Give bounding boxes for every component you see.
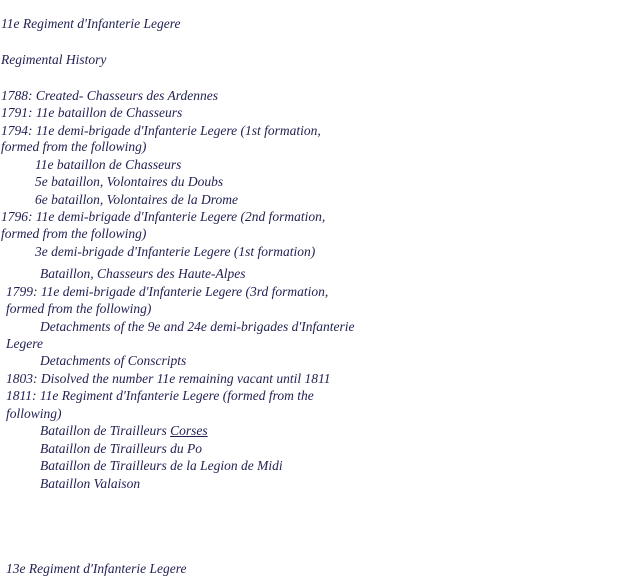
history-line: Bataillon, Chasseurs des Haute-Alpes (40, 266, 246, 281)
page-title: 11e Regiment d'Infanterie Legere (1, 16, 181, 31)
corses-link[interactable]: Corses (170, 423, 208, 438)
history-line: 1811: 11e Regiment d'Infanterie Legere (formed from the (6, 388, 314, 403)
history-line: 3e demi-brigade d'Infanterie Legere (1st formation) (35, 244, 316, 259)
history-line: following) (6, 406, 62, 421)
history-line: 6e bataillon, Volontaires de la Drome (35, 192, 238, 207)
history-line: 1794: 11e demi-brigade d'Infanterie Legere (1st formation, (1, 123, 321, 138)
history-line-text: Bataillon de Tirailleurs (40, 423, 171, 438)
history-line: formed from the following) (6, 301, 152, 316)
history-line: 5e bataillon, Volontaires du Doubs (35, 174, 224, 189)
history-line: Bataillon de Tirailleurs de la Legion de Midi (40, 458, 283, 473)
history-line: 1788: Created- Chasseurs des Ardennes (1, 88, 218, 103)
history-line: 1796: 11e demi-brigade d'Infanterie Legere (2nd formation, (1, 209, 326, 224)
section-heading: Regimental History (1, 52, 107, 67)
history-line: 1803: Disolved the number 11e remaining vacant until 1811 (6, 371, 331, 386)
history-line: 1791: 11e bataillon de Chasseurs (1, 105, 183, 120)
history-line: Legere (6, 336, 43, 351)
history-line: formed from the following) (1, 139, 147, 154)
history-line: Detachments of Conscripts (40, 353, 187, 368)
history-line: formed from the following) (1, 226, 147, 241)
history-line (40, 422, 208, 439)
history-line: Bataillon de Tirailleurs du Po (40, 441, 203, 456)
history-line: Detachments of the 9e and 24e demi-brigades d'Infanterie (40, 319, 355, 334)
next-regiment-title: 13e Regiment d'Infanterie Legere (6, 561, 187, 576)
history-line: Bataillon Valaison (40, 476, 141, 491)
history-line: 1799: 11e demi-brigade d'Infanterie Legere (3rd formation, (6, 284, 329, 299)
history-line: 11e bataillon de Chasseurs (35, 157, 182, 172)
